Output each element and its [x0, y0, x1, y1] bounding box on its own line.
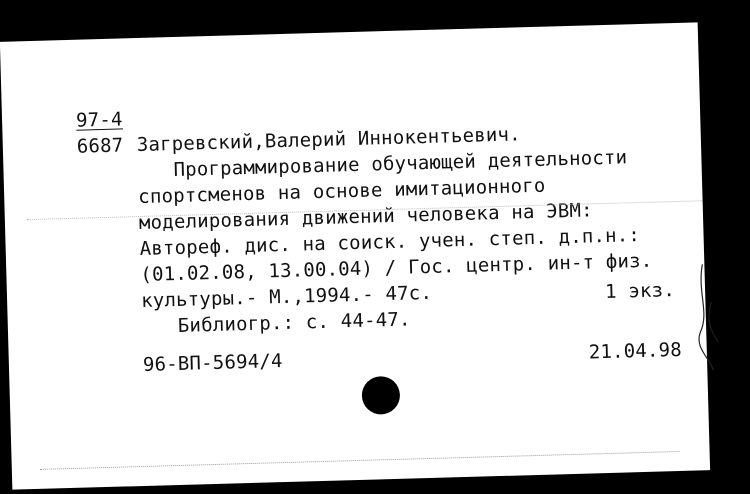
shelfmark: 97-4	[75, 108, 123, 132]
card-number: 6687	[76, 134, 124, 158]
title-line-5: (01.02.08, 13.00.04) / Гос. центр. ин-т физ.	[140, 249, 653, 286]
entry-date: 21.04.98	[588, 338, 683, 364]
accession-code: 96-ВП-5694/4	[142, 350, 283, 376]
card-edge-dots	[40, 451, 680, 470]
bibliography-note: Библиогр.: с. 44-47.	[177, 308, 411, 337]
title-line-4: Автореф. дис. на соиск. учен. степ. д.п.н.:	[139, 224, 641, 261]
punch-hole	[361, 376, 400, 415]
title-line-1: Программирование обучающей деятельности	[173, 146, 628, 182]
title-line-2: спортсменов на основе имитационного	[137, 174, 546, 209]
catalog-card	[0, 22, 710, 489]
title-line-3: моделирования движений человека на ЭВМ:	[138, 199, 594, 235]
copies-count: 1 экз.	[604, 279, 676, 304]
handwritten-edge-mark	[688, 262, 721, 373]
title-line-6: культуры.- М.,1994.- 47с.	[140, 281, 433, 312]
author-name: Загревский,Валерий Иннокентьевич.	[136, 123, 522, 157]
